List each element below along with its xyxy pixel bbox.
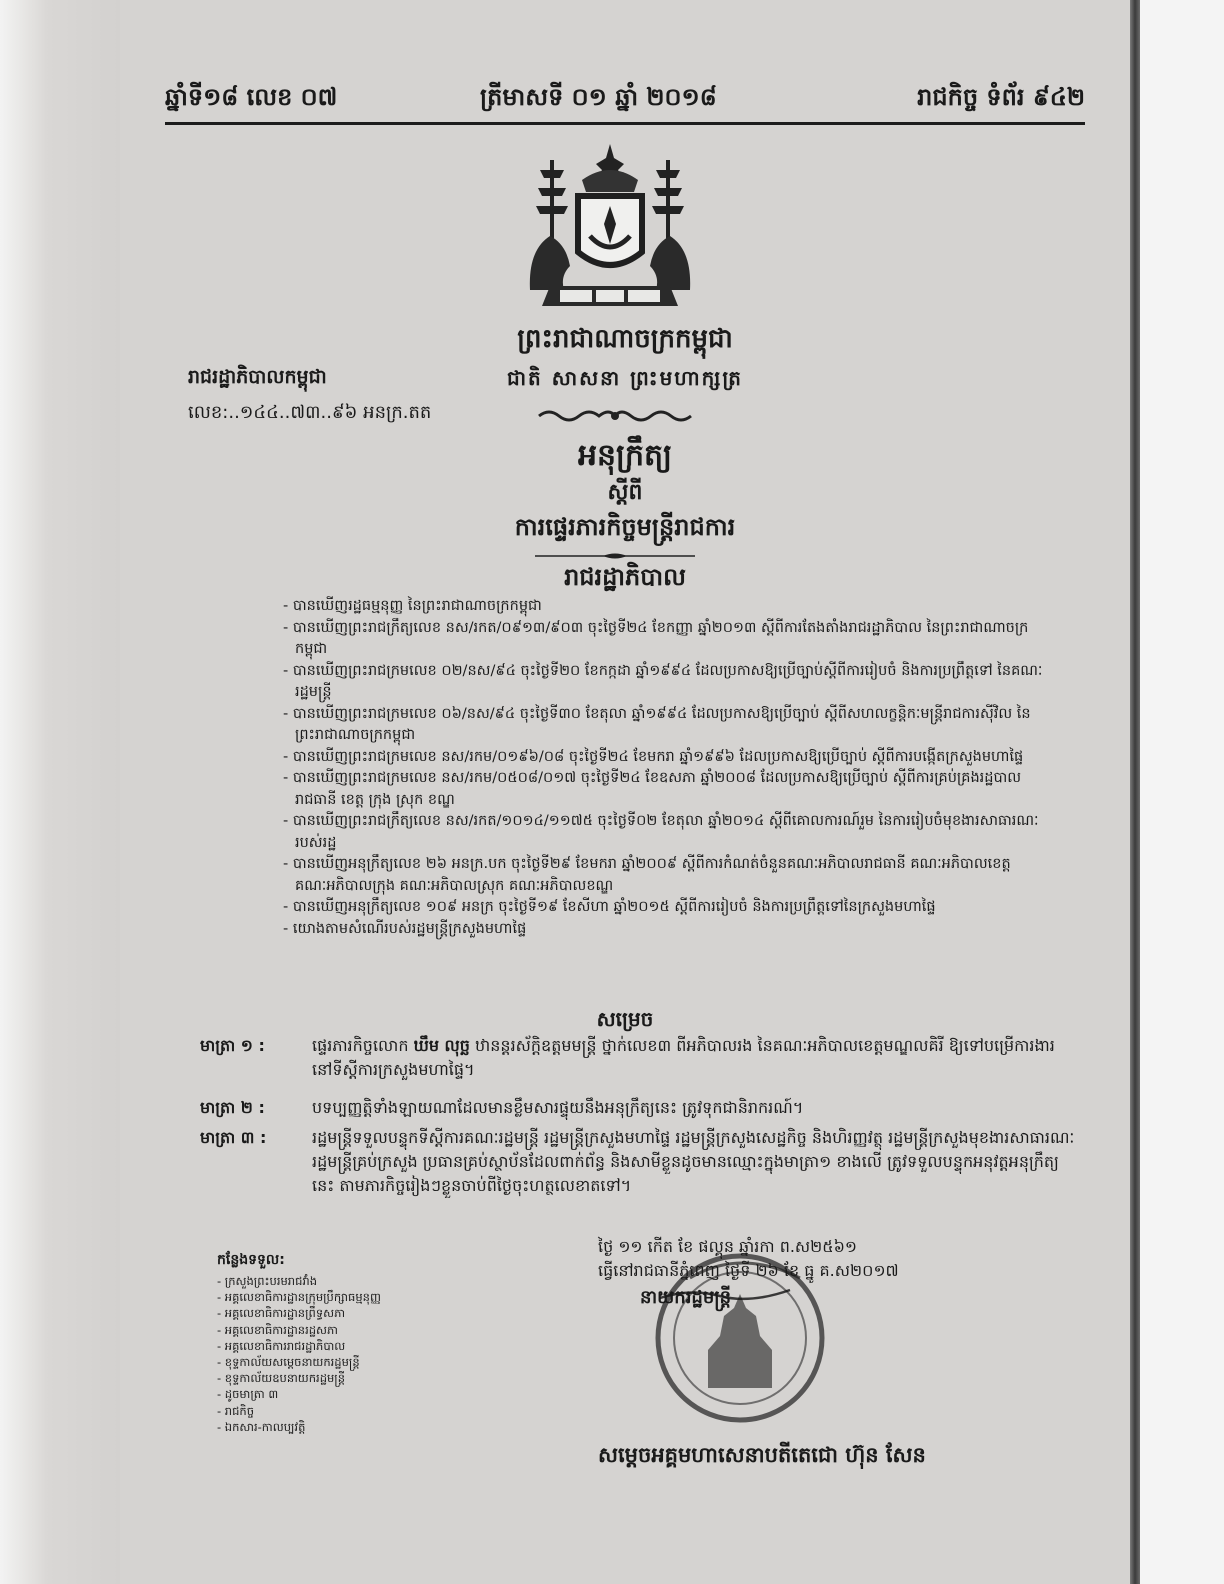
recipient-item: - ខុទ្ទកាល័យឧបនាយករដ្ឋមន្ត្រី	[217, 1371, 346, 1386]
article-1	[200, 1034, 1080, 1082]
document-type-title: អនុក្រឹត្យ	[577, 438, 673, 473]
article-2-label: មាត្រា ២ :	[200, 1098, 265, 1117]
title-divider	[535, 552, 695, 560]
recipient-item: - អគ្គលេខាធិការដ្ឋានក្រុមប្រឹក្សាធម្មនុញ្ញ	[217, 1290, 381, 1305]
consideration-item: - បានឃើញព្រះរាជក្រមលេខ នស/រកម/០៥០៨/០១៧ ចុះថ្ងៃទី២៤ ខែឧសភា ឆ្នាំ២០០៨ ដែលប្រកាសឱ្យប្រើច្បាប់ ស្តីពីការគ្រប់គ្រងរដ្ឋបាលរាជធានី ខេត្ត ក្រុង ស្រុក ខណ្ឌ	[283, 770, 1022, 808]
recipients-title: កន្លែងទទួល:	[217, 1252, 285, 1268]
consideration-item: - យោងតាមសំណើរបស់រដ្ឋមន្ត្រីក្រសួងមហាផ្ទៃ	[283, 920, 527, 937]
document-number: លេខ:..១៤៤..៧៣..៩៦ អនក្រ.តត	[188, 402, 432, 423]
article-2-text: បទប្បញ្ញត្តិទាំងឡាយណាដែលមានខ្លឹមសារផ្ទុយនឹងអនុក្រឹត្យនេះ ត្រូវទុកជានិរាករណ៍។	[312, 1098, 804, 1117]
consideration-item: - បានឃើញអនុក្រឹត្យលេខ ១០៩ អនក្រ ចុះថ្ងៃទី១៩ ខែសីហា ឆ្នាំ២០១៥ ស្តីពីការរៀបចំ និងការប្រព្រឹត្តទៅនៃក្រសួងមហាផ្ទៃ	[283, 899, 936, 915]
consideration-item: - បានឃើញអនុក្រឹត្យលេខ ២៦ អនក្រ.បក ចុះថ្ងៃទី២៩ ខែមករា ឆ្នាំ២០០៩ ស្តីពីការកំណត់ចំនួនគណៈអភិបាលរាជធានី គណៈអភិបាលខេត្ត គណៈអភិបាលក្រុង គណៈអភិបាលស្រុក គណៈអភិបាលខណ្ឌ	[283, 856, 1011, 894]
scan-left-margin	[0, 0, 120, 1584]
consideration-item: - បានឃើញព្រះរាជក្រមលេខ ០២/នស/៩៤ ចុះថ្ងៃទី២០ ខែកក្កដា ឆ្នាំ១៩៩៤ ដែលប្រកាសឱ្យប្រើច្បាប់ស្តីពីការរៀបចំ និងការប្រព្រឹត្តទៅ នៃគណៈរដ្ឋមន្ត្រី	[283, 662, 1043, 700]
title-about: ស្តីពី	[607, 480, 643, 505]
recipient-item: - ដូចមាត្រា ៣	[217, 1387, 279, 1402]
issuing-government: រាជរដ្ឋាភិបាលកម្ពុជា	[188, 366, 327, 388]
consideration-item: - បានឃើញព្រះរាជក្រមលេខ ០៦/នស/៩៤ ចុះថ្ងៃទី៣០ ខែតុលា ឆ្នាំ១៩៩៤ ដែលប្រកាសឱ្យប្រើច្បាប់ ស្តីពីសហលក្ខន្តិកៈមន្ត្រីរាជការស៊ីវិល នៃព្រះរាជាណាចក្រកម្ពុជា	[283, 705, 1031, 743]
national-motto: ជាតិ សាសនា ព្រះមហាក្សត្រ	[507, 366, 743, 390]
recipient-item: - ឯកសារ-កាលប្បវត្តិ	[217, 1419, 306, 1434]
lunar-date: ថ្ងៃ ១១ កើត ខែ ផល្គុន ឆ្នាំរកា ព.ស២៥៦១	[598, 1237, 858, 1256]
kingdom-name: ព្រះរាជាណាចក្រកម្ពុជា	[517, 324, 733, 354]
article-1-text	[312, 1034, 1080, 1082]
official-name: ឃឹម លុច្ឆ	[413, 1036, 470, 1055]
consideration-item: - បានឃើញព្រះរាជក្រឹត្យលេខ នស/រកត/០៩១៣/៩០៣ ចុះថ្ងៃទី២៤ ខែកញ្ញា ឆ្នាំ២០១៣ ស្តីពីការតែងតាំងរាជរដ្ឋាភិបាល នៃព្រះរាជាណាចក្រកម្ពុជា	[283, 619, 1029, 657]
recipient-item: - អគ្គលេខាធិការដ្ឋានរដ្ឋសភា	[217, 1322, 338, 1337]
recipients-block	[217, 1250, 447, 1435]
article-1-label: មាត្រា ១ :	[200, 1036, 265, 1055]
issuing-authority: រាជរដ្ឋាភិបាល	[564, 563, 686, 591]
article-1-text-start: ផ្ទេរភារកិច្ចលោក	[312, 1036, 414, 1055]
scan-right-edge	[1130, 0, 1140, 1584]
recipient-item: - អគ្គលេខាធិការរាជរដ្ឋាភិបាល	[217, 1338, 346, 1353]
signatory-name: សម្តេចអគ្គមហាសេនាបតីតេជោ ហ៊ុន សែន	[598, 1443, 926, 1467]
article-2	[200, 1096, 1080, 1120]
solar-date: ធ្វើនៅរាជធានីភ្នំពេញ ថ្ងៃទី ២៦ ខែ ធ្នូ គ.ស២០១៧	[598, 1261, 899, 1280]
header-divider	[165, 122, 1085, 125]
consideration-item: - បានឃើញព្រះរាជក្រឹត្យលេខ នស/រកត/១០១៤/១១៧៥ ចុះថ្ងៃទី០២ ខែតុលា ឆ្នាំ២០១៤ ស្តីពីគោលការណ៍រួម នៃការរៀបចំមុខងារសាធារណៈរបស់រដ្ឋ	[283, 813, 1039, 851]
prime-minister-title: នាយករដ្ឋមន្ត្រី	[640, 1287, 732, 1308]
recipient-item: - ក្រសួងព្រះបរមរាជវាំង	[217, 1274, 318, 1288]
scan-right-margin	[1140, 0, 1224, 1584]
recipient-item: - ខុទ្ទកាល័យសម្តេចនាយករដ្ឋមន្ត្រី	[217, 1355, 360, 1370]
consideration-item: - បានឃើញព្រះរាជក្រមលេខ នស/រកម/០១៩៦/០៨ ចុះថ្ងៃទី២៤ ខែមករា ឆ្នាំ១៩៩៦ ដែលប្រកាសឱ្យប្រើច្បាប់ ស្តីពីការបង្កើតក្រសួងមហាផ្ទៃ	[283, 748, 1024, 765]
recipient-item: - អគ្គលេខាធិការដ្ឋានព្រឹទ្ធសភា	[217, 1306, 346, 1321]
consideration-item: - បានឃើញរដ្ឋធម្មនុញ្ញ នៃព្រះរាជាណាចក្រកម្ពុជា	[283, 598, 542, 614]
recipients-list	[217, 1273, 447, 1435]
gazette-header	[165, 78, 1085, 126]
considerations-list	[283, 596, 1043, 940]
recipient-item: - រាជកិច្ច	[217, 1403, 255, 1418]
article-1-text-end: ឋានន្តរស័ក្តិឧត្តមមន្ត្រី ថ្នាក់លេខ៣ ពីអភិបាលរង នៃគណៈអភិបាលខេត្តមណ្ឌលគិរី ឱ្យទៅបម្រើការងារនៅទីស្តីការក្រសួងមហាផ្ទៃ។	[312, 1036, 1055, 1079]
gazette-page-number: រាជកិច្ច ទំព័រ ៩៤២	[917, 83, 1085, 111]
dating-block	[598, 1235, 1038, 1283]
document-subject: ការផ្ទេរភារកិច្ចមន្ត្រីរាជការ	[514, 513, 736, 541]
article-3-label: មាត្រា ៣ :	[200, 1128, 267, 1147]
gazette-year-issue: ឆ្នាំទី១៨ លេខ ០៧	[165, 83, 338, 111]
article-3	[200, 1126, 1080, 1198]
decision-heading: សម្រេច	[596, 1007, 654, 1031]
royal-coat-of-arms-emblem	[520, 140, 700, 312]
decorative-flourish	[535, 406, 695, 426]
article-3-text: រដ្ឋមន្ត្រីទទួលបន្ទុកទីស្តីការគណៈរដ្ឋមន្ត្រី រដ្ឋមន្ត្រីក្រសួងមហាផ្ទៃ រដ្ឋមន្ត្រីក្រសួងសេដ្ឋកិច្ច និងហិរញ្ញវត្ថុ រដ្ឋមន្ត្រីក្រសួងមុខងារសាធារណៈ រដ្ឋមន្ត្រីគ្រប់ក្រសួង ប្រធានគ្រប់ស្ថាប័នដែលពាក់ព័ន្ធ និងសាមីខ្លួនដូចមានឈ្មោះក្នុងមាត្រា១ ខាងលើ ត្រូវទទួលបន្ទុកអនុវត្តអនុក្រឹត្យនេះ តាមភារកិច្ចរៀងៗខ្លួនចាប់ពីថ្ងៃចុះហត្ថលេខាតទៅ។	[312, 1128, 1075, 1195]
gazette-quarter: ត្រីមាសទី ០១ ឆ្នាំ ២០១៨	[480, 83, 717, 111]
